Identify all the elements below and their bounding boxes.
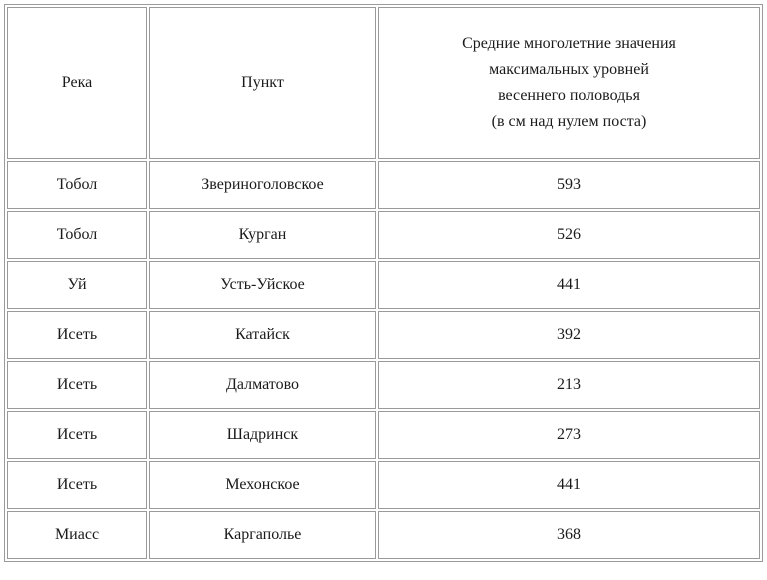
- point-cell: Шадринск: [149, 411, 376, 459]
- point-cell: Каргаполье: [149, 511, 376, 559]
- table-row: [7, 361, 760, 409]
- table-row: [7, 161, 760, 209]
- table-row: [7, 311, 760, 359]
- river-levels-table: [4, 4, 763, 562]
- header-level-line-1: Средние многолетние значения: [462, 35, 676, 52]
- header-river: Река: [7, 7, 147, 159]
- point-cell: Далматово: [149, 361, 376, 409]
- level-cell: 392: [378, 311, 760, 359]
- level-cell: 273: [378, 411, 760, 459]
- header-level-line-2: максимальных уровней: [489, 61, 649, 78]
- level-cell: 368: [378, 511, 760, 559]
- level-cell: 441: [378, 461, 760, 509]
- point-cell: Усть-Уйское: [149, 261, 376, 309]
- level-cell: 441: [378, 261, 760, 309]
- point-cell: Звериноголовское: [149, 161, 376, 209]
- header-level-line-4: (в см над нулем поста): [491, 113, 647, 130]
- header-point: Пункт: [149, 7, 376, 159]
- river-cell: Исеть: [7, 361, 147, 409]
- table-row: [7, 411, 760, 459]
- river-cell: Тобол: [7, 211, 147, 259]
- river-cell: Тобол: [7, 161, 147, 209]
- level-cell: 593: [378, 161, 760, 209]
- river-cell: Уй: [7, 261, 147, 309]
- level-cell: 526: [378, 211, 760, 259]
- table-row: [7, 261, 760, 309]
- river-cell: Исеть: [7, 311, 147, 359]
- river-levels-table-wrapper: [4, 4, 763, 562]
- point-cell: Курган: [149, 211, 376, 259]
- table-row: [7, 461, 760, 509]
- header-level-line-3: весеннего половодья: [498, 87, 640, 104]
- table-row: [7, 211, 760, 259]
- level-cell: 213: [378, 361, 760, 409]
- table-row: [7, 511, 760, 559]
- header-level: [378, 7, 760, 159]
- river-cell: Исеть: [7, 461, 147, 509]
- point-cell: Катайск: [149, 311, 376, 359]
- river-cell: Миасс: [7, 511, 147, 559]
- river-cell: Исеть: [7, 411, 147, 459]
- point-cell: Мехонское: [149, 461, 376, 509]
- header-row: [7, 7, 760, 159]
